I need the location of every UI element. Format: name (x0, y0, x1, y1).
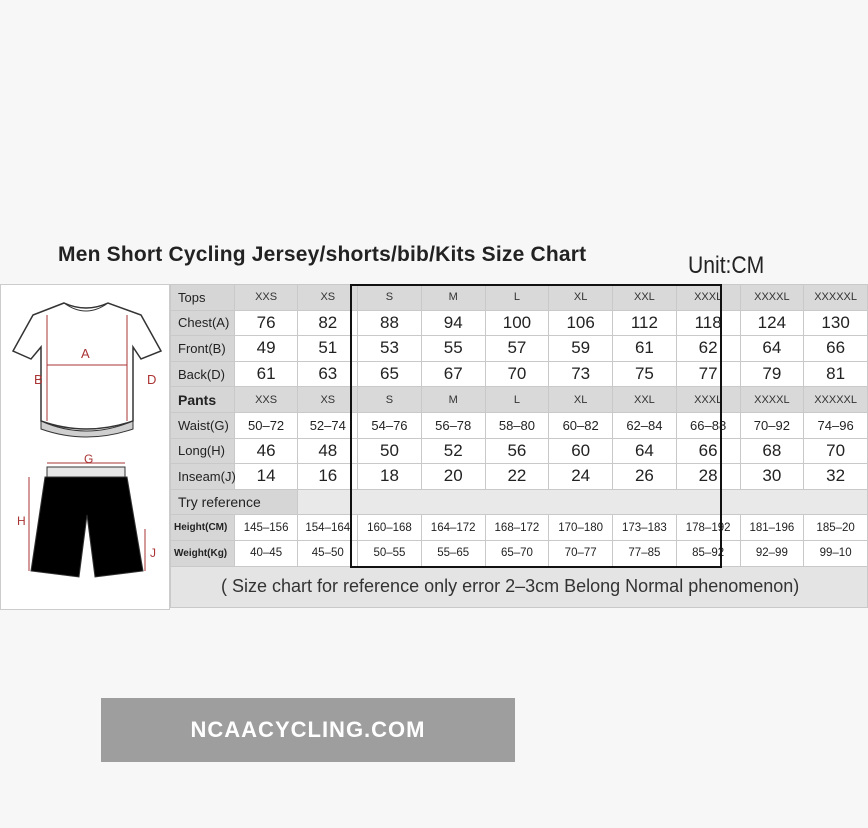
chart-title: Men Short Cycling Jersey/shorts/bib/Kits Size Chart (58, 243, 587, 266)
jersey-drawing (13, 303, 161, 437)
value-cell: 66 (676, 438, 740, 464)
value-cell: 55–65 (421, 540, 485, 566)
value-cell: 56 (485, 438, 549, 464)
value-cell: 64 (740, 336, 804, 362)
note-row (171, 566, 868, 607)
value-cell: 56–78 (421, 412, 485, 438)
value-cell: 76 (234, 310, 298, 336)
value-cell: 65–70 (485, 540, 549, 566)
value-cell: 81 (804, 361, 868, 387)
value-cell: 170–180 (549, 515, 613, 541)
size-cell: XXL (613, 285, 677, 311)
value-cell: 60 (549, 438, 613, 464)
waist-row (171, 412, 868, 438)
value-cell: 66–88 (676, 412, 740, 438)
row-label: Back(D) (171, 361, 235, 387)
value-cell: 94 (421, 310, 485, 336)
value-cell: 79 (740, 361, 804, 387)
value-cell: 62 (676, 336, 740, 362)
value-cell: 53 (358, 336, 422, 362)
size-cell: L (485, 387, 549, 413)
weight-row (171, 540, 868, 566)
label-j: J (150, 546, 156, 560)
value-cell: 77–85 (613, 540, 677, 566)
value-cell: 30 (740, 464, 804, 490)
value-cell: 70 (485, 361, 549, 387)
size-cell: S (358, 387, 422, 413)
pants-header-row (171, 387, 868, 413)
value-cell: 164–172 (421, 515, 485, 541)
value-cell: 57 (485, 336, 549, 362)
size-cell: XS (298, 285, 358, 311)
value-cell: 74–96 (804, 412, 868, 438)
value-cell: 99–10 (804, 540, 868, 566)
garment-figure (0, 284, 170, 610)
value-cell: 181–196 (740, 515, 804, 541)
value-cell: 66 (804, 336, 868, 362)
size-cell: XXXL (676, 285, 740, 311)
value-cell: 50–55 (358, 540, 422, 566)
reference-blank (298, 489, 868, 515)
value-cell: 70–92 (740, 412, 804, 438)
unit-label: Unit:CM (688, 252, 765, 279)
chest-row (171, 310, 868, 336)
watermark-banner: NCAACYCLING.COM (101, 698, 515, 762)
back-row (171, 361, 868, 387)
value-cell: 63 (298, 361, 358, 387)
value-cell: 48 (298, 438, 358, 464)
size-cell: S (358, 285, 422, 311)
size-cell: XL (549, 285, 613, 311)
value-cell: 32 (804, 464, 868, 490)
label-d: D (147, 372, 157, 387)
value-cell: 51 (298, 336, 358, 362)
value-cell: 65 (358, 361, 422, 387)
value-cell: 70–77 (549, 540, 613, 566)
value-cell: 24 (549, 464, 613, 490)
value-cell: 106 (549, 310, 613, 336)
inseam-row (171, 464, 868, 490)
value-cell: 100 (485, 310, 549, 336)
value-cell: 67 (421, 361, 485, 387)
size-cell: XS (298, 387, 358, 413)
value-cell: 62–84 (613, 412, 677, 438)
reference-label: Try reference (171, 489, 298, 515)
value-cell: 28 (676, 464, 740, 490)
reference-note: ( Size chart for reference only error 2–3cm Belong Normal phenomenon) (171, 566, 868, 607)
value-cell: 64 (613, 438, 677, 464)
value-cell: 68 (740, 438, 804, 464)
value-cell: 18 (358, 464, 422, 490)
tops-label: Tops (171, 285, 235, 311)
size-cell: M (421, 285, 485, 311)
garment-illustration (1, 285, 171, 611)
value-cell: 77 (676, 361, 740, 387)
value-cell: 59 (549, 336, 613, 362)
size-cell: XXS (234, 387, 298, 413)
size-cell: XXXL (676, 387, 740, 413)
value-cell: 173–183 (613, 515, 677, 541)
value-cell: 112 (613, 310, 677, 336)
reference-header-row (171, 489, 868, 515)
pants-label: Pants (171, 387, 235, 413)
label-h: H (17, 514, 26, 528)
value-cell: 178–192 (676, 515, 740, 541)
value-cell: 92–99 (740, 540, 804, 566)
value-cell: 60–82 (549, 412, 613, 438)
row-label: Inseam(J) (171, 464, 235, 490)
value-cell: 40–45 (234, 540, 298, 566)
size-cell: XXXXXL (804, 387, 868, 413)
size-cell: XXL (613, 387, 677, 413)
value-cell: 130 (804, 310, 868, 336)
value-cell: 52 (421, 438, 485, 464)
long-row (171, 438, 868, 464)
row-label: Front(B) (171, 336, 235, 362)
value-cell: 26 (613, 464, 677, 490)
value-cell: 70 (804, 438, 868, 464)
row-label: Height(CM) (171, 515, 235, 541)
value-cell: 61 (613, 336, 677, 362)
value-cell: 82 (298, 310, 358, 336)
value-cell: 154–164 (298, 515, 358, 541)
value-cell: 185–20 (804, 515, 868, 541)
tops-header-row (171, 285, 868, 311)
value-cell: 49 (234, 336, 298, 362)
value-cell: 75 (613, 361, 677, 387)
front-row (171, 336, 868, 362)
value-cell: 73 (549, 361, 613, 387)
value-cell: 118 (676, 310, 740, 336)
row-label: Chest(A) (171, 310, 235, 336)
value-cell: 45–50 (298, 540, 358, 566)
value-cell: 55 (421, 336, 485, 362)
value-cell: 85–92 (676, 540, 740, 566)
value-cell: 14 (234, 464, 298, 490)
size-cell: L (485, 285, 549, 311)
size-cell: XXS (234, 285, 298, 311)
size-cell: XXXXL (740, 285, 804, 311)
value-cell: 160–168 (358, 515, 422, 541)
value-cell: 16 (298, 464, 358, 490)
value-cell: 61 (234, 361, 298, 387)
size-cell: M (421, 387, 485, 413)
size-table (170, 284, 868, 608)
value-cell: 46 (234, 438, 298, 464)
height-row (171, 515, 868, 541)
value-cell: 168–172 (485, 515, 549, 541)
size-cell: XXXXL (740, 387, 804, 413)
size-cell: XL (549, 387, 613, 413)
row-label: Waist(G) (171, 412, 235, 438)
value-cell: 58–80 (485, 412, 549, 438)
value-cell: 50 (358, 438, 422, 464)
value-cell: 124 (740, 310, 804, 336)
row-label: Long(H) (171, 438, 235, 464)
value-cell: 54–76 (358, 412, 422, 438)
label-b: B (34, 372, 43, 387)
shorts-drawing (29, 463, 145, 577)
value-cell: 145–156 (234, 515, 298, 541)
size-cell: XXXXXL (804, 285, 868, 311)
value-cell: 50–72 (234, 412, 298, 438)
label-a: A (81, 346, 90, 361)
size-table-container (170, 284, 858, 610)
value-cell: 20 (421, 464, 485, 490)
row-label: Weight(Kg) (171, 540, 235, 566)
value-cell: 52–74 (298, 412, 358, 438)
value-cell: 22 (485, 464, 549, 490)
value-cell: 88 (358, 310, 422, 336)
label-g: G (84, 452, 94, 466)
